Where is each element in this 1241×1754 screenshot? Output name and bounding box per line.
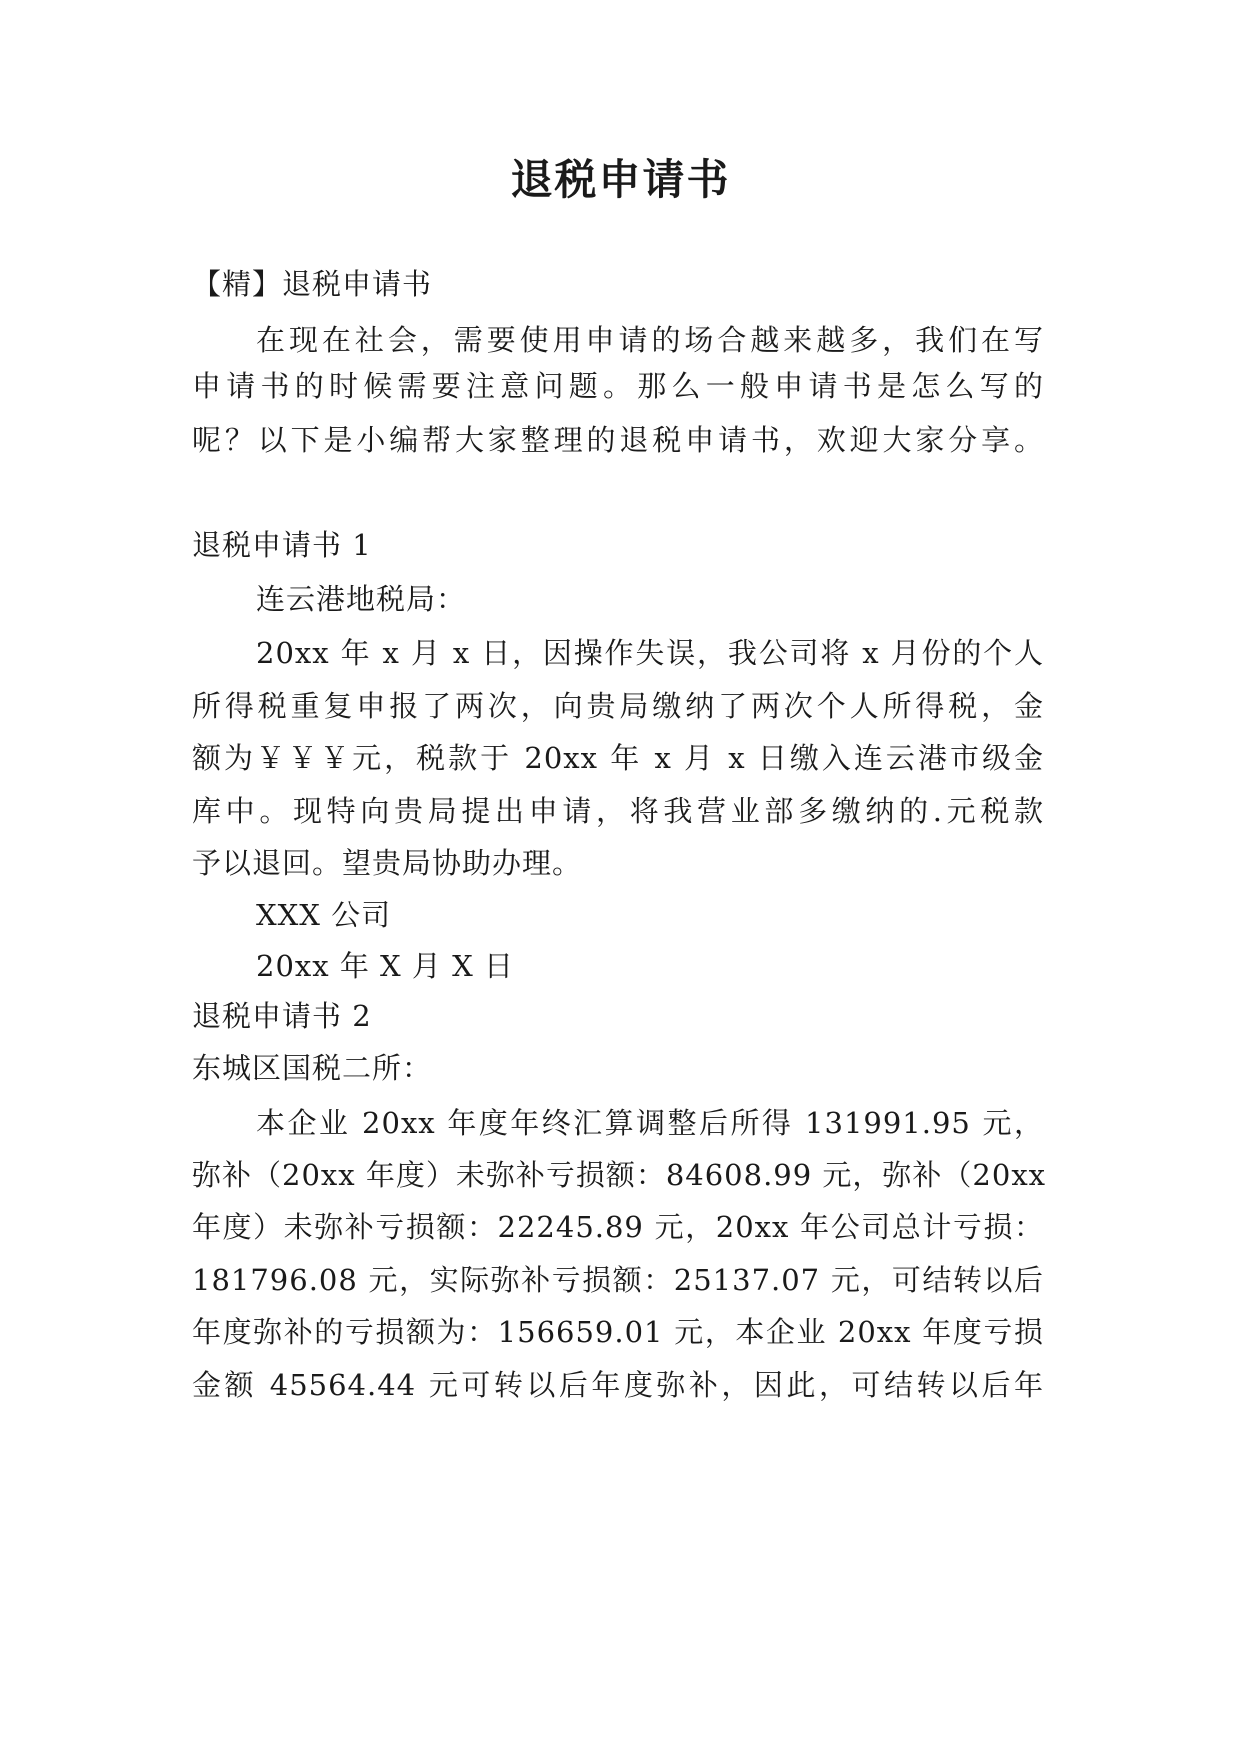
letter2-body-line: 弥补（20xx 年度）未弥补亏损额：84608.99 元，弥补（20xx (192, 1158, 1047, 1192)
letter1-body-line: 额为￥￥￥元，税款于 20xx 年 x 月 x 日缴入连云港市级金 (192, 741, 1044, 775)
letter2-heading: 退税申请书 2 (192, 999, 372, 1033)
intro-line: 呢？以下是小编帮大家整理的退税申请书，欢迎大家分享。 (192, 423, 1044, 457)
letter2-body-line: 年度）未弥补亏损额：22245.89 元，20xx 年公司总计亏损： (192, 1210, 1044, 1244)
letter1-body-line: 予以退回。望贵局协助办理。 (192, 846, 583, 880)
letter1-body-line: 库中。现特向贵局提出申请，将我营业部多缴纳的.元税款 (192, 794, 1044, 828)
letter2-addressee: 东城区国税二所： (192, 1051, 433, 1085)
letter1-body-line: 所得税重复申报了两次，向贵局缴纳了两次个人所得税，金 (192, 689, 1044, 723)
letter2-body-line: 本企业 20xx 年度年终汇算调整后所得 131991.95 元， (256, 1106, 1044, 1140)
document-title: 退税申请书 (510, 155, 731, 204)
letter1-signature: XXX 公司 (256, 898, 392, 932)
intro-heading: 【精】退税申请书 (192, 267, 433, 301)
letter2-body-line: 181796.08 元，实际弥补亏损额：25137.07 元，可结转以后 (192, 1263, 1044, 1297)
letter2-body-line: 金额 45564.44 元可转以后年度弥补，因此，可结转以后年 (192, 1368, 1044, 1402)
letter2-body-line: 年度弥补的亏损额为：156659.01 元，本企业 20xx 年度亏损 (192, 1315, 1044, 1349)
intro-line: 申请书的时候需要注意问题。那么一般申请书是怎么写的 (192, 369, 1044, 403)
letter1-heading: 退税申请书 1 (192, 528, 372, 562)
letter1-addressee: 连云港地税局： (256, 582, 467, 616)
intro-line: 在现在社会，需要使用申请的场合越来越多，我们在写 (256, 323, 1044, 357)
letter1-body-line: 20xx 年 x 月 x 日，因操作失误，我公司将 x 月份的个人 (256, 636, 1044, 670)
letter1-date: 20xx 年 X 月 X 日 (256, 949, 514, 983)
